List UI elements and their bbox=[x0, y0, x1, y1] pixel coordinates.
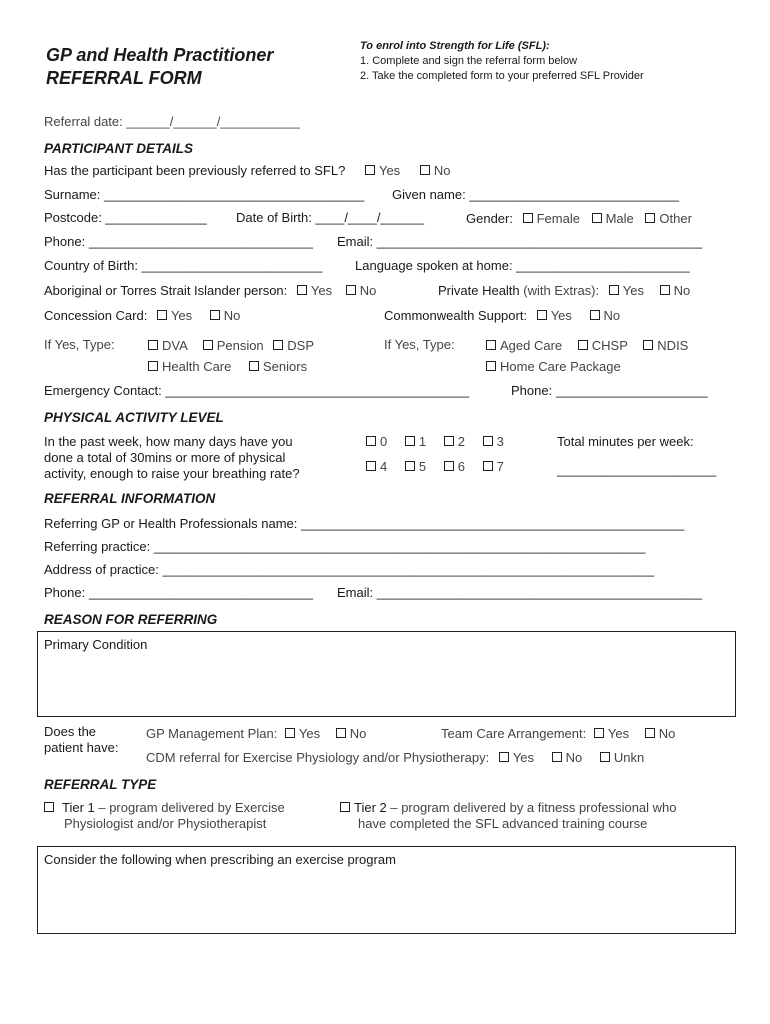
activity-question-line1: In the past week, how many days have you bbox=[44, 434, 293, 449]
referring-gp-name-field[interactable]: Referring GP or Health Professionals name: _____________________________________________________ bbox=[44, 516, 685, 531]
gender-other-checkbox[interactable] bbox=[645, 213, 655, 223]
ndis-label: NDIS bbox=[657, 338, 689, 353]
commonwealth-label: Commonwealth Support: bbox=[384, 308, 528, 323]
gp-plan-row bbox=[146, 726, 366, 741]
team-care-no-checkbox[interactable] bbox=[645, 728, 655, 738]
health-care-checkbox[interactable] bbox=[148, 361, 158, 371]
activity-question-line2: done a total of 30mins or more of physical bbox=[44, 450, 286, 465]
activity-days-row1 bbox=[364, 434, 504, 449]
does-the-text: Does the bbox=[44, 724, 97, 739]
aboriginal-row bbox=[44, 283, 376, 298]
tier-1-description-line2: Physiologist and/or Physiotherapist bbox=[64, 816, 267, 831]
ndis-checkbox[interactable] bbox=[643, 340, 653, 350]
tier-1-checkbox[interactable] bbox=[44, 802, 54, 812]
exercise-considerations-label: Consider the following when prescribing an exercise program bbox=[44, 852, 396, 867]
gp-plan-label: GP Management Plan: bbox=[146, 726, 278, 741]
yes-label: Yes bbox=[310, 283, 333, 298]
dva-label: DVA bbox=[162, 338, 188, 353]
form-title-line1: GP and Health Practitioner bbox=[46, 45, 274, 65]
tier-1-option[interactable] bbox=[44, 800, 285, 832]
day-3-label: 3 bbox=[496, 434, 504, 449]
total-minutes-field[interactable]: ______________________ bbox=[557, 462, 717, 477]
day-5-label: 5 bbox=[418, 459, 427, 474]
practice-phone-field[interactable]: Phone: _______________________________ bbox=[44, 585, 313, 600]
reason-heading: REASON FOR REFERRING bbox=[44, 612, 218, 627]
male-label: Male bbox=[605, 211, 634, 226]
commonwealth-types-row2 bbox=[484, 359, 621, 374]
home-care-checkbox[interactable] bbox=[486, 361, 496, 371]
chsp-checkbox[interactable] bbox=[578, 340, 588, 350]
cdm-label: CDM referral for Exercise Physiology and/or Physiotherapy: bbox=[146, 750, 490, 765]
female-label: Female bbox=[536, 211, 580, 226]
activity-days-row2 bbox=[364, 459, 504, 474]
tier-2-option[interactable] bbox=[340, 800, 677, 832]
aged-care-checkbox[interactable] bbox=[486, 340, 496, 350]
yes-label: Yes bbox=[622, 283, 644, 298]
commonwealth-type-label: If Yes, Type: bbox=[384, 337, 455, 352]
tier-2-description-line2: have completed the SFL advanced training course bbox=[358, 816, 648, 831]
concession-label: Concession Card: bbox=[44, 308, 148, 323]
private-health-yes-checkbox[interactable] bbox=[609, 285, 619, 295]
emergency-phone-field[interactable]: Phone: _____________________ bbox=[511, 383, 708, 398]
tier-2-label: Tier 2 bbox=[354, 800, 387, 815]
physical-activity-heading: PHYSICAL ACTIVITY LEVEL bbox=[44, 410, 224, 425]
practice-address-field[interactable]: Address of practice: ____________________________________________________________________ bbox=[44, 562, 655, 577]
private-health-no-checkbox[interactable] bbox=[660, 285, 670, 295]
no-label: No bbox=[359, 283, 377, 298]
gp-plan-yes-checkbox[interactable] bbox=[285, 728, 295, 738]
practice-email-field[interactable]: Email: _____________________________________________ bbox=[337, 585, 703, 600]
prev-referred-no-checkbox[interactable] bbox=[420, 165, 430, 175]
yes-label: Yes bbox=[607, 726, 630, 741]
no-label: No bbox=[673, 283, 691, 298]
dob-field[interactable]: Date of Birth: ____/____/______ bbox=[236, 210, 424, 225]
prev-referred-yes-checkbox[interactable] bbox=[365, 165, 375, 175]
tier-2-description-line1: – program delivered by a fitness professional who bbox=[386, 800, 677, 815]
gender-female-checkbox[interactable] bbox=[523, 213, 533, 223]
language-field[interactable]: Language spoken at home: ________________________ bbox=[355, 258, 690, 273]
seniors-checkbox[interactable] bbox=[249, 361, 259, 371]
primary-condition-label: Primary Condition bbox=[44, 637, 148, 652]
day-6-checkbox[interactable] bbox=[444, 461, 454, 471]
team-care-row bbox=[441, 726, 675, 741]
dsp-checkbox[interactable] bbox=[273, 340, 283, 350]
phone-field[interactable]: Phone: _______________________________ bbox=[44, 234, 313, 249]
concession-type-label: If Yes, Type: bbox=[44, 337, 115, 352]
gender-row bbox=[466, 211, 692, 226]
day-7-checkbox[interactable] bbox=[483, 461, 493, 471]
gp-plan-no-checkbox[interactable] bbox=[336, 728, 346, 738]
day-4-checkbox[interactable] bbox=[366, 461, 376, 471]
aboriginal-yes-checkbox[interactable] bbox=[297, 285, 307, 295]
yes-label: Yes bbox=[550, 308, 572, 323]
total-minutes-label: Total minutes per week: bbox=[557, 434, 694, 449]
no-label: No bbox=[349, 726, 367, 741]
prev-referred-row bbox=[44, 163, 450, 178]
aboriginal-no-checkbox[interactable] bbox=[346, 285, 356, 295]
with-extras-label: (with Extras): bbox=[523, 283, 600, 298]
pension-checkbox[interactable] bbox=[203, 340, 213, 350]
yes-label: Yes bbox=[170, 308, 193, 323]
team-care-yes-checkbox[interactable] bbox=[594, 728, 604, 738]
day-2-label: 2 bbox=[457, 434, 465, 449]
concession-no-checkbox[interactable] bbox=[210, 310, 220, 320]
day-2-checkbox[interactable] bbox=[444, 436, 454, 446]
country-of-birth-field[interactable]: Country of Birth: _________________________ bbox=[44, 258, 323, 273]
aboriginal-label: Aboriginal or Torres Strait Islander person: bbox=[44, 283, 288, 298]
cdm-unknown-checkbox[interactable] bbox=[600, 752, 610, 762]
concession-yes-checkbox[interactable] bbox=[157, 310, 167, 320]
commonwealth-yes-checkbox[interactable] bbox=[537, 310, 547, 320]
day-7-label: 7 bbox=[496, 459, 504, 474]
day-4-label: 4 bbox=[380, 459, 388, 474]
day-0-label: 0 bbox=[380, 434, 388, 449]
day-5-checkbox[interactable] bbox=[405, 461, 415, 471]
activity-question bbox=[44, 434, 300, 482]
home-care-label: Home Care Package bbox=[500, 359, 621, 374]
no-label: No bbox=[433, 163, 451, 178]
dva-checkbox[interactable] bbox=[148, 340, 158, 350]
no-label: No bbox=[223, 308, 241, 323]
no-label: No bbox=[603, 308, 621, 323]
email-field[interactable]: Email: _____________________________________________ bbox=[337, 234, 703, 249]
health-care-label: Health Care bbox=[162, 359, 232, 374]
yes-label: Yes bbox=[378, 163, 401, 178]
concession-types-row2 bbox=[146, 359, 307, 374]
private-health-row bbox=[438, 283, 690, 298]
emergency-contact-field[interactable]: Emergency Contact: __________________________________________ bbox=[44, 383, 470, 398]
tier-2-checkbox[interactable] bbox=[340, 802, 350, 812]
enrol-heading: To enrol into Strength for Life (SFL): bbox=[360, 40, 550, 52]
given-name-field[interactable]: Given name: _____________________________ bbox=[392, 187, 679, 202]
cdm-row bbox=[146, 750, 644, 765]
yes-label: Yes bbox=[298, 726, 321, 741]
exercise-considerations-box[interactable] bbox=[37, 846, 736, 934]
chsp-label: CHSP bbox=[591, 338, 628, 353]
day-0-checkbox[interactable] bbox=[366, 436, 376, 446]
participant-details-heading: PARTICIPANT DETAILS bbox=[44, 141, 194, 156]
referring-practice-field[interactable]: Referring practice: ____________________________________________________________________ bbox=[44, 539, 646, 554]
pension-label: Pension bbox=[216, 338, 264, 353]
gender-male-checkbox[interactable] bbox=[592, 213, 602, 223]
no-label: No bbox=[658, 726, 676, 741]
unknown-label: Unkn bbox=[613, 750, 645, 765]
commonwealth-no-checkbox[interactable] bbox=[590, 310, 600, 320]
patient-have-text: patient have: bbox=[44, 740, 119, 755]
day-1-label: 1 bbox=[418, 434, 427, 449]
tier-1-label: Tier 1 bbox=[62, 800, 95, 815]
referral-type-heading: REFERRAL TYPE bbox=[44, 777, 157, 792]
private-health-label: Private Health bbox=[438, 283, 520, 298]
cdm-yes-checkbox[interactable] bbox=[499, 752, 509, 762]
does-patient-have-label bbox=[44, 724, 118, 756]
postcode-field[interactable]: Postcode: ______________ bbox=[44, 210, 207, 225]
enrol-step-2: 2. Take the completed form to your preferred SFL Provider bbox=[360, 70, 644, 82]
dsp-label: DSP bbox=[287, 338, 315, 353]
team-care-label: Team Care Arrangement: bbox=[441, 726, 587, 741]
commonwealth-row bbox=[384, 308, 620, 323]
aged-care-label: Aged Care bbox=[500, 338, 563, 353]
commonwealth-types-row1 bbox=[484, 338, 688, 353]
no-label: No bbox=[565, 750, 583, 765]
enrol-step-1: 1. Complete and sign the referral form below bbox=[360, 55, 578, 67]
referral-date-field[interactable]: Referral date: ______/______/___________ bbox=[44, 114, 300, 129]
cdm-no-checkbox[interactable] bbox=[552, 752, 562, 762]
other-label: Other bbox=[659, 211, 692, 226]
seniors-label: Seniors bbox=[263, 359, 308, 374]
surname-field[interactable]: Surname: ____________________________________ bbox=[44, 187, 365, 202]
yes-label: Yes bbox=[512, 750, 535, 765]
gender-label: Gender: bbox=[466, 211, 513, 226]
primary-condition-box[interactable] bbox=[37, 631, 736, 717]
prev-referred-question: Has the participant been previously referred to SFL? bbox=[44, 163, 346, 178]
referral-information-heading: REFERRAL INFORMATION bbox=[44, 491, 216, 506]
concession-row bbox=[44, 308, 240, 323]
day-3-checkbox[interactable] bbox=[483, 436, 493, 446]
activity-question-line3: activity, enough to raise your breathing rate? bbox=[44, 466, 300, 481]
day-6-label: 6 bbox=[457, 459, 465, 474]
tier-1-description-line1: – program delivered by Exercise bbox=[94, 800, 285, 815]
concession-types-row1 bbox=[146, 338, 314, 353]
form-title-line2: REFERRAL FORM bbox=[46, 68, 202, 88]
day-1-checkbox[interactable] bbox=[405, 436, 415, 446]
